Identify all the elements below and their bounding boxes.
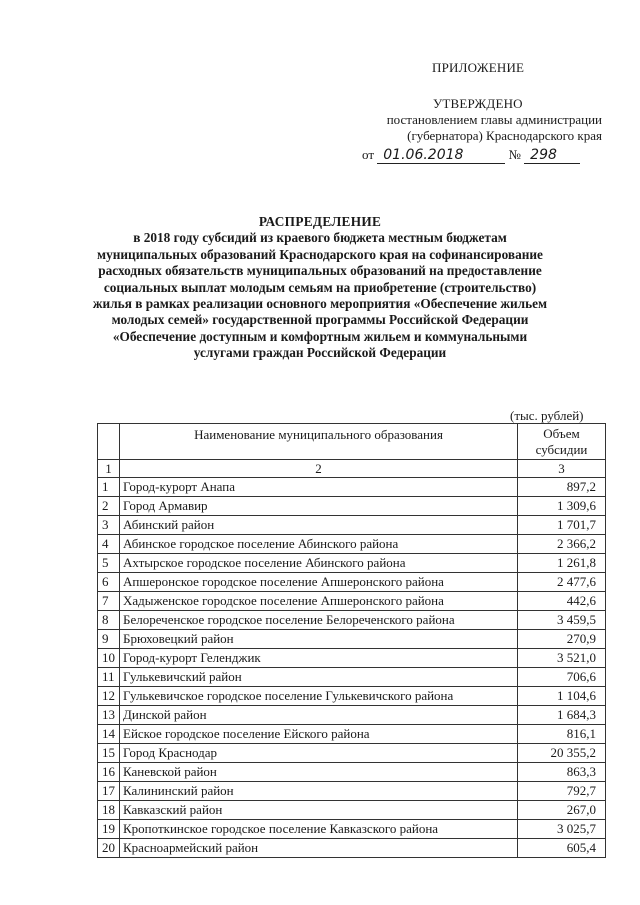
row-amount-cell: 3 521,0 [518, 649, 606, 668]
table-row [98, 687, 606, 706]
approved-by-line1: постановлением главы администрации [386, 112, 602, 127]
table-row [98, 478, 606, 497]
row-name-cell: Город Армавир [120, 497, 518, 516]
header-number-cell [98, 424, 120, 460]
row-number-cell: 11 [98, 668, 120, 687]
table-row [98, 649, 606, 668]
table-header-row [98, 424, 606, 460]
row-number-cell: 18 [98, 801, 120, 820]
row-name-cell: Гулькевичское городское поселение Гулькевичского района [120, 687, 518, 706]
row-amount-cell: 20 355,2 [518, 744, 606, 763]
row-name-cell: Каневской район [120, 763, 518, 782]
decree-number [524, 147, 580, 164]
table-row [98, 744, 606, 763]
row-amount-cell: 605,4 [518, 839, 606, 858]
header-name-cell: Наименование муниципального образования [120, 424, 518, 460]
row-amount-cell: 267,0 [518, 801, 606, 820]
column-index: 1 [98, 460, 120, 478]
title-line: расходных обязательств муниципальных образований на предоставление [98, 263, 542, 279]
table-row [98, 592, 606, 611]
row-name-cell: Кропоткинское городское поселение Кавказского района [120, 820, 518, 839]
row-name-cell: Город Краснодар [120, 744, 518, 763]
row-amount-cell: 816,1 [518, 725, 606, 744]
table-row [98, 611, 606, 630]
row-name-cell: Абинское городское поселение Абинского района [120, 535, 518, 554]
table-row [98, 801, 606, 820]
title-line: социальных выплат молодым семьям на приобретение (строительство) [103, 279, 537, 295]
row-number-cell: 17 [98, 782, 120, 801]
title-line: услугами граждан Российской Федерации [193, 345, 447, 361]
row-number-cell: 12 [98, 687, 120, 706]
table-row [98, 839, 606, 858]
row-name-cell: Красноармейский район [120, 839, 518, 858]
number-prefix: № [508, 147, 521, 162]
decree-date [377, 147, 505, 164]
row-number-cell: 9 [98, 630, 120, 649]
table-row [98, 554, 606, 573]
title-line: в 2018 году субсидий из краевого бюджета местным бюджетам [133, 230, 507, 246]
row-amount-cell: 1 261,8 [518, 554, 606, 573]
row-name-cell: Белореченское городское поселение Белореченского района [120, 611, 518, 630]
row-name-cell: Апшеронское городское поселение Апшеронского района [120, 573, 518, 592]
decree-date-number [362, 147, 602, 164]
table-row [98, 497, 606, 516]
row-name-cell: Калининский район [120, 782, 518, 801]
row-number-cell: 7 [98, 592, 120, 611]
approved-label: УТВЕРЖДЕНО [433, 96, 523, 111]
header-amount-line2: субсидии [535, 441, 588, 457]
row-number-cell: 19 [98, 820, 120, 839]
title-line: жилья в рамках реализации основного мероприятия «Обеспечение жильем [92, 296, 548, 312]
row-number-cell: 4 [98, 535, 120, 554]
appendix-label: ПРИЛОЖЕНИЕ [432, 60, 525, 75]
row-number-cell: 1 [98, 478, 120, 497]
table-row [98, 630, 606, 649]
row-amount-cell: 1 684,3 [518, 706, 606, 725]
row-amount-cell: 2 366,2 [518, 535, 606, 554]
title-line: молодых семей» государственной программы Российской Федерации [111, 312, 529, 328]
row-number-cell: 2 [98, 497, 120, 516]
row-name-cell: Город-курорт Геленджик [120, 649, 518, 668]
row-name-cell: Хадыженское городское поселение Апшеронского района [120, 592, 518, 611]
table-row [98, 820, 606, 839]
row-amount-cell: 792,7 [518, 782, 606, 801]
table-row [98, 535, 606, 554]
table-row [98, 516, 606, 535]
decree-date-handwritten: 01.06.2018 [383, 147, 464, 163]
row-number-cell: 5 [98, 554, 120, 573]
row-number-cell: 14 [98, 725, 120, 744]
row-amount-cell: 1 309,6 [518, 497, 606, 516]
row-amount-cell: 2 477,6 [518, 573, 606, 592]
row-amount-cell: 897,2 [518, 478, 606, 497]
table-row [98, 706, 606, 725]
row-number-cell: 10 [98, 649, 120, 668]
title-line: «Обеспечение доступным и комфортным жильем и коммунальными [112, 328, 528, 344]
row-amount-cell: 270,9 [518, 630, 606, 649]
row-amount-cell: 863,3 [518, 763, 606, 782]
row-number-cell: 16 [98, 763, 120, 782]
table-row [98, 763, 606, 782]
row-amount-cell: 442,6 [518, 592, 606, 611]
title-heading: РАСПРЕДЕЛЕНИЕ [258, 214, 382, 229]
row-number-cell: 20 [98, 839, 120, 858]
column-index: 2 [120, 460, 518, 478]
column-index-row [98, 460, 606, 478]
row-number-cell: 3 [98, 516, 120, 535]
document-title [90, 214, 550, 362]
row-name-cell: Ейское городское поселение Ейского района [120, 725, 518, 744]
row-amount-cell: 3 459,5 [518, 611, 606, 630]
row-number-cell: 15 [98, 744, 120, 763]
title-line: муниципальных образований Краснодарского края на софинансирование [97, 246, 543, 262]
row-name-cell: Гулькевичский район [120, 668, 518, 687]
row-amount-cell: 1 104,6 [518, 687, 606, 706]
header-amount-line1: Объем [543, 425, 580, 441]
row-number-cell: 13 [98, 706, 120, 725]
row-name-cell: Брюховецкий район [120, 630, 518, 649]
units-note: (тыс. рублей) [510, 408, 584, 423]
row-name-cell: Динской район [120, 706, 518, 725]
subsidy-table [97, 423, 606, 858]
row-number-cell: 8 [98, 611, 120, 630]
decree-number-handwritten: 298 [530, 147, 557, 163]
row-name-cell: Город-курорт Анапа [120, 478, 518, 497]
row-amount-cell: 706,6 [518, 668, 606, 687]
header-amount-cell [518, 424, 606, 460]
row-number-cell: 6 [98, 573, 120, 592]
row-amount-cell: 3 025,7 [518, 820, 606, 839]
table-row [98, 573, 606, 592]
row-name-cell: Кавказский район [120, 801, 518, 820]
table-row [98, 725, 606, 744]
row-name-cell: Ахтырское городское поселение Абинского района [120, 554, 518, 573]
row-amount-cell: 1 701,7 [518, 516, 606, 535]
table-row [98, 668, 606, 687]
column-index: 3 [518, 460, 606, 478]
approved-by-line2: (губернатора) Краснодарского края [407, 128, 602, 143]
date-prefix: от [362, 147, 375, 162]
table-row [98, 782, 606, 801]
row-name-cell: Абинский район [120, 516, 518, 535]
